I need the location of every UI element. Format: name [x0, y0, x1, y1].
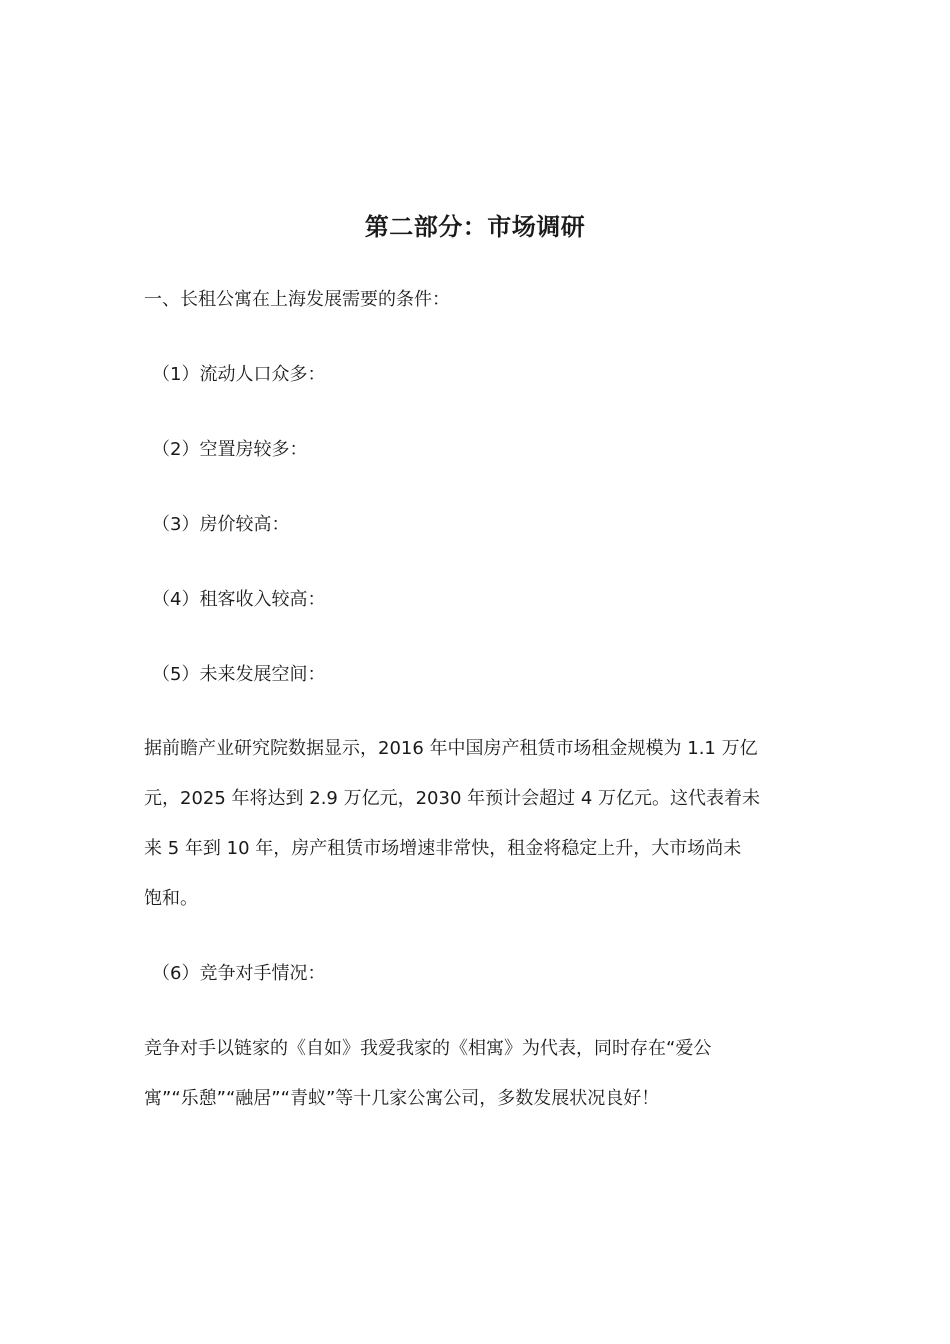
market-paragraph [144, 724, 810, 924]
list-item: （2）空置房较多： [152, 439, 308, 460]
paragraph-line: 寓”“乐憩”“融居”“青蚁”等十几家公寓公司，多数发展状况良好！ [144, 1088, 660, 1109]
list-item: （5）未来发展空间： [152, 664, 326, 685]
list-item: （4）租客收入较高： [152, 589, 326, 610]
list-item: （1）流动人口众多： [152, 364, 326, 385]
paragraph-line: 竞争对手以链家的《自如》我爱我家的《相寓》为代表，同时存在“爱公 [144, 1038, 712, 1059]
paragraph-line: 据前瞻产业研究院数据显示，2016 年中国房产租赁市场租金规模为 1.1 万亿 [144, 738, 758, 759]
list-item-competition: （6）竞争对手情况： [152, 963, 326, 984]
list-item: （3）房价较高： [152, 514, 290, 535]
paragraph-line: 来 5 年到 10 年，房产租赁市场增速非常快，租金将稳定上升，大市场尚未 [144, 838, 742, 859]
page-title: 第二部分：市场调研 [364, 212, 586, 241]
section-heading: 一、长租公寓在上海发展需要的条件： [144, 289, 450, 310]
paragraph-line: 元，2025 年将达到 2.9 万亿元，2030 年预计会超过 4 万亿元。这代表着未 [144, 788, 761, 809]
paragraph-line: 饱和。 [144, 888, 198, 909]
competition-paragraph [144, 1024, 810, 1124]
